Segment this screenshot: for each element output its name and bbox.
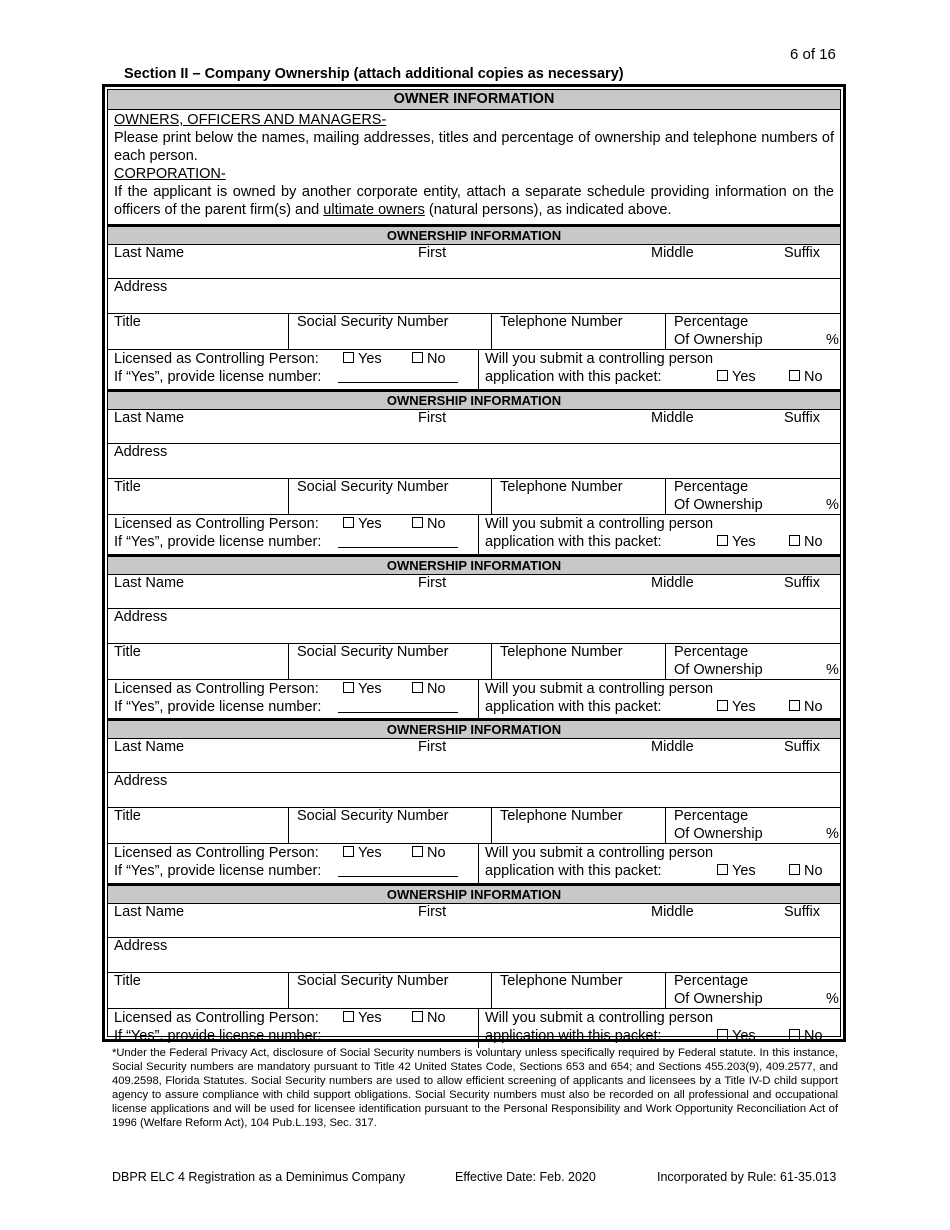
telephone-field: Telephone Number xyxy=(500,973,623,989)
title-field: Title xyxy=(114,973,141,989)
last-name-field[interactable]: Last Name xyxy=(114,904,185,920)
checkbox-icon xyxy=(343,1011,354,1022)
submit-label-2: application with this packet: xyxy=(485,1028,662,1044)
submit-yes-checkbox[interactable]: Yes xyxy=(717,534,756,550)
title-row xyxy=(108,973,840,1009)
license-number-label: If “Yes”, provide license number: xyxy=(114,534,322,550)
ssn-cell[interactable] xyxy=(288,973,491,1008)
license-number-label: If “Yes”, provide license number: xyxy=(114,1028,322,1044)
submit-cell xyxy=(478,680,840,719)
suffix-field[interactable]: Suffix xyxy=(784,575,821,591)
privacy-footnote: *Under the Federal Privacy Act, disclosure of Social Security numbers is voluntary unless specifically required by Federal statute. In this instance, Social Security numbers are mandatory pursuant to Title 42 United States Code, Sections 653 and 654; and Sections 455.203(9), 409.2577, and 409.2598, Florida Statutes. Social Security numbers are used to allow efficient screening of applicants and licensees by a Title IV-D child support agency to assure compliance with child support obligations. Social Security numbers must also be recorded on all professional and occupational license applications and will be used for licensee identification pursuant to the Personal Responsibility and Work Opportunity Reconciliation Act of 1996 (Welfare Reform Act), 104 Pub.L.193, Sec. 317. xyxy=(112,1047,838,1129)
middle-name-field[interactable]: Middle xyxy=(651,410,694,426)
address-row xyxy=(108,279,840,314)
suffix-field[interactable]: Suffix xyxy=(784,410,821,426)
ownership-label: Of Ownership xyxy=(674,991,763,1007)
checkbox-icon xyxy=(789,535,800,546)
first-name-field[interactable]: First xyxy=(418,575,447,591)
checkbox-icon xyxy=(717,700,728,711)
license-number-input[interactable] xyxy=(338,547,458,548)
checkbox-icon xyxy=(717,1029,728,1040)
checkbox-icon xyxy=(789,1029,800,1040)
licensed-no-checkbox[interactable]: No xyxy=(412,845,446,861)
corporation-text: If the applicant is owned by another corporate entity, attach a separate schedule providing information on the officers of the parent firm(s) and ultimate owners (natural persons), as indicated above. xyxy=(114,184,834,218)
checkbox-icon xyxy=(343,517,354,528)
submit-label: Will you submit a controlling person xyxy=(485,516,714,532)
title-row xyxy=(108,644,840,680)
submit-label: Will you submit a controlling person xyxy=(485,351,714,367)
licensed-yes-checkbox[interactable]: Yes xyxy=(343,681,382,697)
licensed-cell xyxy=(108,515,478,554)
percentage-label: Percentage xyxy=(674,973,749,989)
percentage-cell[interactable] xyxy=(665,973,840,1008)
license-number-label: If “Yes”, provide license number: xyxy=(114,369,322,385)
license-number-label: If “Yes”, provide license number: xyxy=(114,699,322,715)
ownership-block xyxy=(108,392,840,554)
suffix-field[interactable]: Suffix xyxy=(784,245,821,261)
middle-name-field[interactable]: Middle xyxy=(651,575,694,591)
percentage-label: Percentage xyxy=(674,644,749,660)
checkbox-icon xyxy=(789,370,800,381)
ownership-information-header: OWNERSHIP INFORMATION xyxy=(108,557,840,575)
percent-sign: % xyxy=(826,332,839,348)
telephone-cell[interactable] xyxy=(491,973,665,1008)
submit-no-checkbox[interactable]: No xyxy=(789,699,823,715)
checkbox-icon xyxy=(789,864,800,875)
telephone-cell[interactable] xyxy=(491,314,665,349)
ownership-information-header: OWNERSHIP INFORMATION xyxy=(108,886,840,904)
owner-information-header: OWNER INFORMATION xyxy=(108,90,840,110)
licensed-no-checkbox[interactable]: No xyxy=(412,351,446,367)
address-row xyxy=(108,938,840,973)
title-field: Title xyxy=(114,808,141,824)
controlling-person-row xyxy=(108,1009,840,1048)
ownership-block xyxy=(108,886,840,1048)
submit-yes-checkbox[interactable]: Yes xyxy=(717,699,756,715)
licensed-label: Licensed as Controlling Person: xyxy=(114,681,319,697)
checkbox-icon xyxy=(343,846,354,857)
submit-no-checkbox[interactable]: No xyxy=(789,863,823,879)
licensed-cell xyxy=(108,680,478,719)
title-row xyxy=(108,314,840,350)
submit-no-checkbox[interactable]: No xyxy=(789,1028,823,1044)
ownership-information-header: OWNERSHIP INFORMATION xyxy=(108,721,840,739)
address-row xyxy=(108,773,840,808)
controlling-person-row xyxy=(108,515,840,554)
checkbox-icon xyxy=(412,517,423,528)
title-cell[interactable] xyxy=(108,644,288,679)
licensed-cell xyxy=(108,350,478,389)
checkbox-icon xyxy=(412,682,423,693)
middle-name-field[interactable]: Middle xyxy=(651,245,694,261)
percentage-cell[interactable] xyxy=(665,644,840,679)
last-name-field[interactable]: Last Name xyxy=(114,575,185,591)
ownership-label: Of Ownership xyxy=(674,497,763,513)
licensed-cell xyxy=(108,1009,478,1048)
ssn-cell[interactable] xyxy=(288,808,491,843)
checkbox-icon xyxy=(789,700,800,711)
submit-cell xyxy=(478,1009,840,1048)
submit-label: Will you submit a controlling person xyxy=(485,681,714,697)
submit-cell xyxy=(478,844,840,883)
corporation-heading: CORPORATION- xyxy=(114,166,226,182)
ssn-field: Social Security Number xyxy=(297,644,449,660)
submit-yes-checkbox[interactable]: Yes xyxy=(717,369,756,385)
title-cell[interactable] xyxy=(108,973,288,1008)
name-row xyxy=(108,410,840,444)
percentage-label: Percentage xyxy=(674,479,749,495)
telephone-field: Telephone Number xyxy=(500,808,623,824)
ssn-cell[interactable] xyxy=(288,644,491,679)
last-name-field[interactable]: Last Name xyxy=(114,739,185,755)
first-name-field[interactable]: First xyxy=(418,245,447,261)
controlling-person-row xyxy=(108,350,840,389)
licensed-yes-checkbox[interactable]: Yes xyxy=(343,351,382,367)
checkbox-icon xyxy=(412,352,423,363)
middle-name-field[interactable]: Middle xyxy=(651,739,694,755)
first-name-field[interactable]: First xyxy=(418,739,447,755)
licensed-no-checkbox[interactable]: No xyxy=(412,1010,446,1026)
last-name-field[interactable]: Last Name xyxy=(114,245,185,261)
checkbox-icon xyxy=(343,352,354,363)
ssn-field: Social Security Number xyxy=(297,973,449,989)
licensed-cell xyxy=(108,844,478,883)
footer-effective-date: Effective Date: Feb. 2020 xyxy=(455,1170,596,1184)
ownership-label: Of Ownership xyxy=(674,332,763,348)
name-row xyxy=(108,575,840,609)
ownership-block xyxy=(108,721,840,883)
percentage-cell[interactable] xyxy=(665,314,840,349)
license-number-input[interactable] xyxy=(338,712,458,713)
submit-label: Will you submit a controlling person xyxy=(485,1010,714,1026)
percent-sign: % xyxy=(826,497,839,513)
licensed-label: Licensed as Controlling Person: xyxy=(114,351,319,367)
ownership-form xyxy=(102,84,846,1042)
address-field[interactable]: Address xyxy=(114,609,168,625)
telephone-cell[interactable] xyxy=(491,808,665,843)
ownership-block xyxy=(108,557,840,719)
owners-text: Please print below the names, mailing addresses, titles and percentage of ownership and telephone numbers of each person. xyxy=(114,130,834,164)
licensed-no-checkbox[interactable]: No xyxy=(412,516,446,532)
name-row xyxy=(108,739,840,773)
submit-label-2: application with this packet: xyxy=(485,699,662,715)
license-number-input[interactable] xyxy=(338,382,458,383)
title-row xyxy=(108,808,840,844)
percentage-label: Percentage xyxy=(674,314,749,330)
licensed-label: Licensed as Controlling Person: xyxy=(114,845,319,861)
submit-label-2: application with this packet: xyxy=(485,863,662,879)
suffix-field[interactable]: Suffix xyxy=(784,739,821,755)
page-number: 6 of 16 xyxy=(790,46,836,63)
telephone-field: Telephone Number xyxy=(500,479,623,495)
address-field[interactable]: Address xyxy=(114,444,168,460)
ssn-field: Social Security Number xyxy=(297,479,449,495)
licensed-yes-checkbox[interactable]: Yes xyxy=(343,845,382,861)
ssn-field: Social Security Number xyxy=(297,808,449,824)
title-row xyxy=(108,479,840,515)
footer-form-name: DBPR ELC 4 Registration as a Deminimus Company xyxy=(112,1170,406,1184)
checkbox-icon xyxy=(412,846,423,857)
submit-cell xyxy=(478,350,840,389)
submit-label-2: application with this packet: xyxy=(485,534,662,550)
licensed-yes-checkbox[interactable]: Yes xyxy=(343,516,382,532)
ownership-information-header: OWNERSHIP INFORMATION xyxy=(108,392,840,410)
ssn-field: Social Security Number xyxy=(297,314,449,330)
address-field[interactable]: Address xyxy=(114,773,168,789)
percentage-cell[interactable] xyxy=(665,479,840,514)
percent-sign: % xyxy=(826,662,839,678)
checkbox-icon xyxy=(717,370,728,381)
submit-yes-checkbox[interactable]: Yes xyxy=(717,1028,756,1044)
submit-cell xyxy=(478,515,840,554)
checkbox-icon xyxy=(717,864,728,875)
telephone-field: Telephone Number xyxy=(500,314,623,330)
title-field: Title xyxy=(114,479,141,495)
checkbox-icon xyxy=(412,1011,423,1022)
address-field[interactable]: Address xyxy=(114,279,168,295)
first-name-field[interactable]: First xyxy=(418,904,447,920)
percent-sign: % xyxy=(826,826,839,842)
address-row xyxy=(108,444,840,479)
telephone-cell[interactable] xyxy=(491,479,665,514)
first-name-field[interactable]: First xyxy=(418,410,447,426)
ownership-information-header: OWNERSHIP INFORMATION xyxy=(108,227,840,245)
ownership-block xyxy=(108,227,840,389)
submit-label: Will you submit a controlling person xyxy=(485,845,714,861)
licensed-label: Licensed as Controlling Person: xyxy=(114,1010,319,1026)
title-cell[interactable] xyxy=(108,808,288,843)
licensed-label: Licensed as Controlling Person: xyxy=(114,516,319,532)
owners-heading: OWNERS, OFFICERS AND MANAGERS- xyxy=(114,112,387,128)
owner-instructions xyxy=(114,111,834,219)
section-title: Section II – Company Ownership (attach additional copies as necessary) xyxy=(124,66,624,82)
address-row xyxy=(108,609,840,644)
title-field: Title xyxy=(114,314,141,330)
middle-name-field[interactable]: Middle xyxy=(651,904,694,920)
license-number-input[interactable] xyxy=(338,1041,458,1042)
ownership-label: Of Ownership xyxy=(674,826,763,842)
name-row xyxy=(108,904,840,938)
percentage-cell[interactable] xyxy=(665,808,840,843)
ssn-cell[interactable] xyxy=(288,314,491,349)
submit-yes-checkbox[interactable]: Yes xyxy=(717,863,756,879)
license-number-input[interactable] xyxy=(338,876,458,877)
telephone-cell[interactable] xyxy=(491,644,665,679)
title-cell[interactable] xyxy=(108,479,288,514)
title-cell[interactable] xyxy=(108,314,288,349)
submit-no-checkbox[interactable]: No xyxy=(789,369,823,385)
checkbox-icon xyxy=(717,535,728,546)
footer-rule: Incorporated by Rule: 61-35.013 xyxy=(657,1170,837,1184)
percentage-label: Percentage xyxy=(674,808,749,824)
name-row xyxy=(108,245,840,279)
submit-no-checkbox[interactable]: No xyxy=(789,534,823,550)
ssn-cell[interactable] xyxy=(288,479,491,514)
submit-label-2: application with this packet: xyxy=(485,369,662,385)
license-number-label: If “Yes”, provide license number: xyxy=(114,863,322,879)
address-field[interactable]: Address xyxy=(114,938,168,954)
controlling-person-row xyxy=(108,680,840,719)
ownership-label: Of Ownership xyxy=(674,662,763,678)
percent-sign: % xyxy=(826,991,839,1007)
licensed-yes-checkbox[interactable]: Yes xyxy=(343,1010,382,1026)
telephone-field: Telephone Number xyxy=(500,644,623,660)
licensed-no-checkbox[interactable]: No xyxy=(412,681,446,697)
title-field: Title xyxy=(114,644,141,660)
controlling-person-row xyxy=(108,844,840,883)
suffix-field[interactable]: Suffix xyxy=(784,904,821,920)
last-name-field[interactable]: Last Name xyxy=(114,410,185,426)
checkbox-icon xyxy=(343,682,354,693)
